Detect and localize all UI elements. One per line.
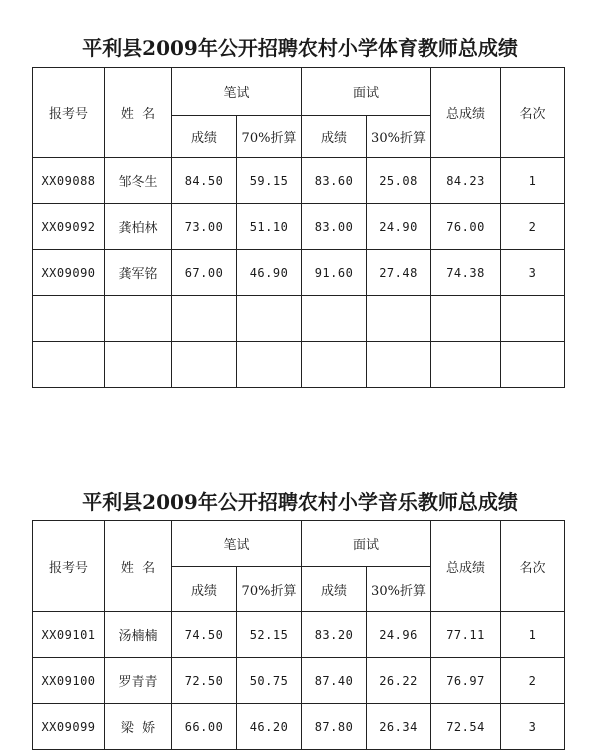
- header-total: 总成绩: [431, 68, 501, 158]
- cell-interview-score: 91.60: [302, 250, 367, 296]
- table-row: [33, 612, 565, 658]
- cell-total: 72.54: [431, 704, 501, 750]
- header-written-pct: 70%折算: [237, 567, 302, 612]
- cell-name: 汤楠楠: [105, 612, 172, 658]
- empty-cell: [105, 296, 172, 342]
- cell-rank: 1: [501, 612, 565, 658]
- cell-interview-pct: 26.34: [367, 704, 431, 750]
- header-interview: 面试: [302, 68, 431, 116]
- cell-id: XX09101: [33, 612, 105, 658]
- cell-total: 76.00: [431, 204, 501, 250]
- cell-id: XX09099: [33, 704, 105, 750]
- header-interview-score: 成绩: [302, 116, 367, 158]
- empty-cell: [367, 296, 431, 342]
- cell-total: 84.23: [431, 158, 501, 204]
- empty-cell: [501, 342, 565, 388]
- cell-name: 龚军铭: [105, 250, 172, 296]
- header-total: 总成绩: [431, 521, 501, 612]
- empty-cell: [237, 342, 302, 388]
- cell-written-pct: 52.15: [237, 612, 302, 658]
- empty-cell: [172, 296, 237, 342]
- empty-row: [33, 296, 565, 342]
- cell-interview-pct: 27.48: [367, 250, 431, 296]
- score-table-music: [32, 520, 565, 750]
- cell-written-score: 67.00: [172, 250, 237, 296]
- cell-interview-score: 87.40: [302, 658, 367, 704]
- cell-interview-score: 83.60: [302, 158, 367, 204]
- empty-cell: [431, 342, 501, 388]
- empty-cell: [33, 342, 105, 388]
- empty-cell: [367, 342, 431, 388]
- cell-written-score: 74.50: [172, 612, 237, 658]
- cell-interview-score: 83.20: [302, 612, 367, 658]
- empty-cell: [501, 296, 565, 342]
- cell-id: XX09100: [33, 658, 105, 704]
- header-written-score: 成绩: [172, 567, 237, 612]
- empty-cell: [431, 296, 501, 342]
- header-written: 笔试: [172, 521, 302, 567]
- cell-name: 龚柏林: [105, 204, 172, 250]
- header-name: 姓 名: [105, 521, 172, 612]
- cell-interview-pct: 26.22: [367, 658, 431, 704]
- cell-id: XX09090: [33, 250, 105, 296]
- table-row: [33, 204, 565, 250]
- empty-cell: [237, 296, 302, 342]
- header-interview-pct: 30%折算: [367, 116, 431, 158]
- cell-written-pct: 46.20: [237, 704, 302, 750]
- header-rank: 名次: [501, 521, 565, 612]
- cell-rank: 3: [501, 250, 565, 296]
- header-name: 姓 名: [105, 68, 172, 158]
- empty-cell: [105, 342, 172, 388]
- cell-id: XX09092: [33, 204, 105, 250]
- cell-interview-score: 83.00: [302, 204, 367, 250]
- cell-interview-pct: 24.90: [367, 204, 431, 250]
- cell-written-score: 72.50: [172, 658, 237, 704]
- table-row: [33, 158, 565, 204]
- header-written-pct: 70%折算: [237, 116, 302, 158]
- score-table-pe: [32, 67, 565, 388]
- cell-rank: 2: [501, 204, 565, 250]
- cell-interview-pct: 25.08: [367, 158, 431, 204]
- cell-interview-score: 87.80: [302, 704, 367, 750]
- empty-cell: [33, 296, 105, 342]
- empty-cell: [302, 342, 367, 388]
- header-written-score: 成绩: [172, 116, 237, 158]
- empty-cell: [302, 296, 367, 342]
- table-title-pe: 平利县2009年公开招聘农村小学体育教师总成绩: [82, 36, 518, 60]
- cell-written-score: 66.00: [172, 704, 237, 750]
- cell-written-pct: 46.90: [237, 250, 302, 296]
- header-interview: 面试: [302, 521, 431, 567]
- table-row: [33, 658, 565, 704]
- header-written: 笔试: [172, 68, 302, 116]
- cell-rank: 1: [501, 158, 565, 204]
- cell-written-pct: 51.10: [237, 204, 302, 250]
- header-id: 报考号: [33, 521, 105, 612]
- cell-written-pct: 50.75: [237, 658, 302, 704]
- cell-rank: 3: [501, 704, 565, 750]
- cell-written-score: 84.50: [172, 158, 237, 204]
- empty-row: [33, 342, 565, 388]
- cell-interview-pct: 24.96: [367, 612, 431, 658]
- cell-name: 梁 娇: [105, 704, 172, 750]
- cell-total: 77.11: [431, 612, 501, 658]
- cell-written-score: 73.00: [172, 204, 237, 250]
- header-rank: 名次: [501, 68, 565, 158]
- table-title-music: 平利县2009年公开招聘农村小学音乐教师总成绩: [82, 490, 518, 514]
- table-row: [33, 704, 565, 750]
- cell-total: 76.97: [431, 658, 501, 704]
- empty-cell: [172, 342, 237, 388]
- cell-name: 邹冬生: [105, 158, 172, 204]
- cell-total: 74.38: [431, 250, 501, 296]
- cell-id: XX09088: [33, 158, 105, 204]
- cell-written-pct: 59.15: [237, 158, 302, 204]
- cell-rank: 2: [501, 658, 565, 704]
- header-interview-score: 成绩: [302, 567, 367, 612]
- table-row: [33, 250, 565, 296]
- cell-name: 罗青青: [105, 658, 172, 704]
- header-interview-pct: 30%折算: [367, 567, 431, 612]
- header-id: 报考号: [33, 68, 105, 158]
